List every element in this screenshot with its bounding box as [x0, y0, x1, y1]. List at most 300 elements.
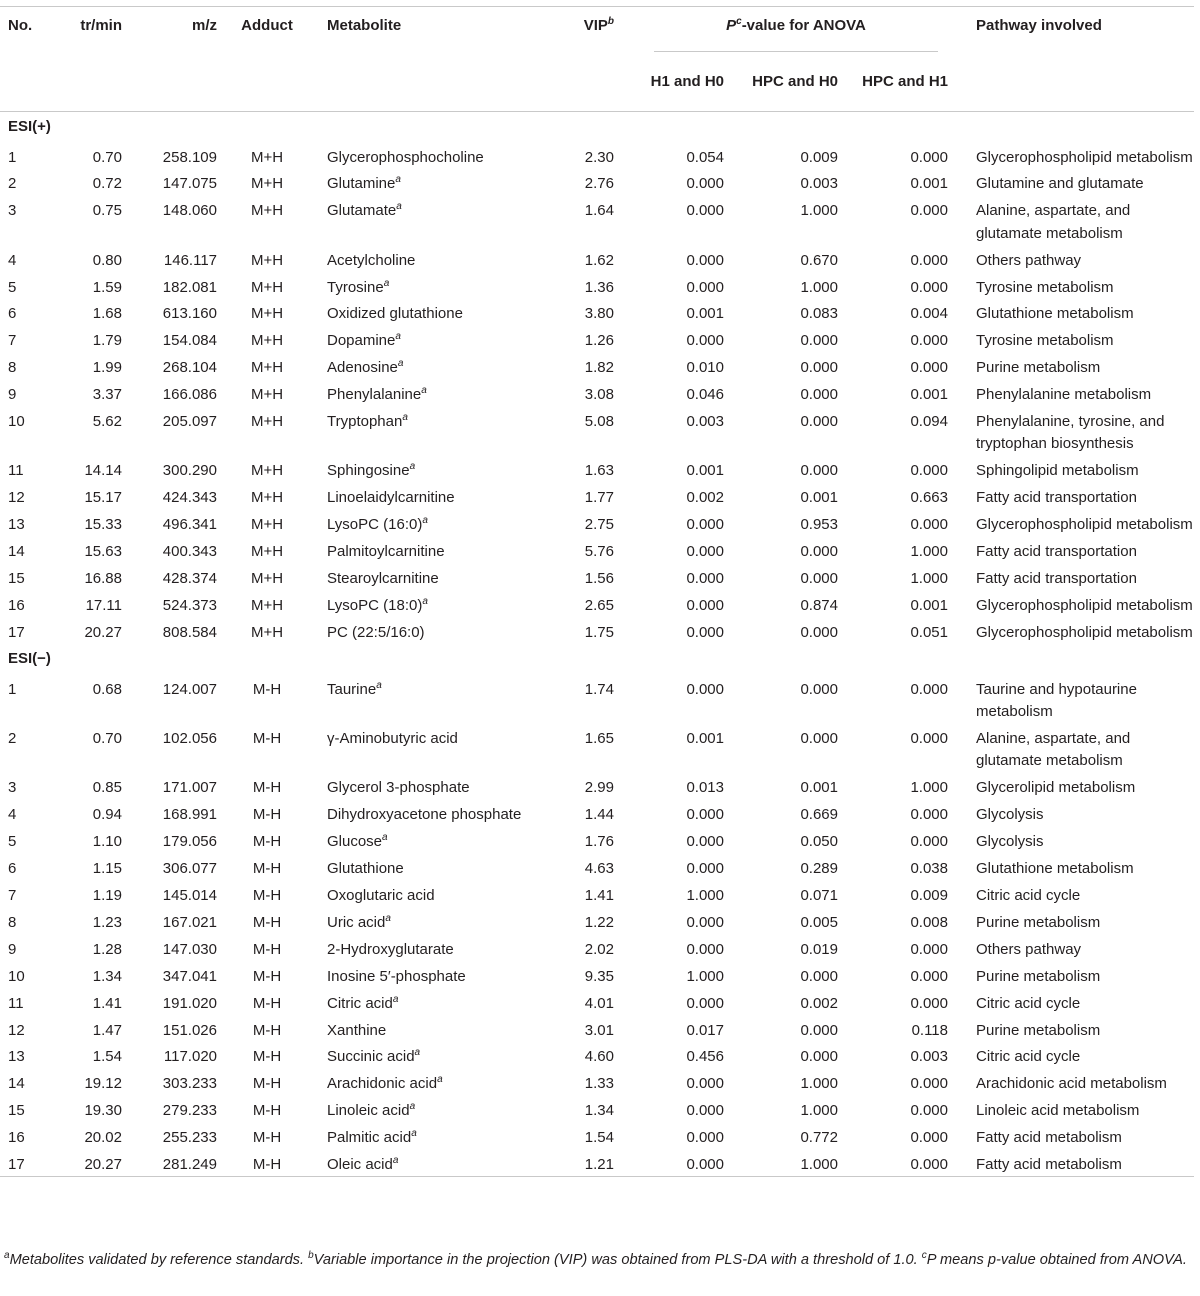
- cell-pathway: Citric acid cycle: [976, 1048, 1081, 1066]
- cell-adduct: M-H: [252, 1048, 282, 1066]
- cell-vip: 1.65: [584, 730, 614, 748]
- table-row: [0, 537, 1194, 564]
- cell-p-hpc-h0: 0.000: [800, 543, 838, 561]
- cell-p-hpc-h1: 0.118: [911, 1021, 948, 1039]
- cell-p-hpc-h0: 0.019: [800, 940, 838, 958]
- cell-metabolite: [317, 1042, 572, 1069]
- cell-metabolite: [317, 961, 572, 988]
- cell-tr: 1.10: [92, 833, 122, 851]
- metabolite-name: Xanthine: [327, 1021, 387, 1039]
- cell-no: 5: [8, 278, 17, 296]
- cell-p-hpc-h0: 0.000: [800, 1048, 838, 1066]
- cell-p-hpc-h1: 0.000: [910, 1102, 948, 1120]
- metabolite-sup: a: [409, 1101, 416, 1113]
- table-row: [0, 590, 1194, 617]
- header-p-hpc-h0: HPC and H0: [728, 59, 844, 112]
- cell-p-hpc-h1: 0.009: [910, 886, 948, 904]
- cell-mz: 400.343: [162, 543, 217, 561]
- cell-vip: 2.75: [584, 516, 614, 534]
- cell-pathway: Taurine and hypotaurine metabolism: [976, 680, 1137, 721]
- cell-p-hpc-h1: 0.663: [910, 489, 948, 507]
- cell-tr: 0.75: [92, 202, 122, 220]
- cell-tr: 1.99: [92, 359, 122, 377]
- cell-mz: 347.041: [162, 967, 217, 985]
- cell-tr: 0.70: [92, 148, 122, 166]
- cell-tr: 19.12: [84, 1075, 122, 1093]
- metabolite-name: Glycerol 3-phosphate: [327, 779, 470, 797]
- cell-p-hpc-h1: 0.000: [910, 516, 948, 534]
- cell-p-hpc-h1: 1.000: [910, 570, 948, 587]
- cell-no: 9: [8, 386, 17, 404]
- cell-metabolite: [317, 299, 572, 326]
- cell-tr: 0.68: [92, 680, 122, 698]
- cell-vip: 1.56: [584, 570, 614, 587]
- cell-adduct: M+H: [250, 570, 284, 587]
- cell-p-h1-h0: 0.000: [686, 1129, 724, 1147]
- cell-adduct: M+H: [250, 596, 284, 614]
- cell-tr: 1.59: [92, 278, 122, 296]
- cell-metabolite: [317, 988, 572, 1015]
- cell-tr: 5.62: [92, 413, 122, 431]
- table-row: [0, 456, 1194, 483]
- header-p-hpc-h1: HPC and H1: [844, 59, 962, 112]
- cell-mz: 191.020: [162, 994, 217, 1012]
- metabolite-name: Tryptophan: [327, 413, 403, 431]
- cell-pathway: Fatty acid transportation: [976, 570, 1137, 587]
- footnote-a-sup: a: [4, 1250, 10, 1262]
- cell-tr: 20.27: [84, 623, 122, 641]
- cell-p-hpc-h0: 0.670: [800, 251, 838, 269]
- cell-p-hpc-h0: 0.005: [800, 913, 838, 931]
- cell-vip: 1.33: [584, 1075, 614, 1093]
- footnote-c-sup: c: [921, 1250, 927, 1262]
- cell-p-h1-h0: 0.000: [686, 202, 724, 220]
- header-vip: [572, 7, 614, 112]
- cell-p-hpc-h0: 0.669: [800, 806, 838, 824]
- cell-adduct: M+H: [250, 305, 284, 323]
- cell-p-hpc-h1: 1.000: [910, 543, 948, 561]
- cell-p-hpc-h0: 0.000: [800, 413, 838, 431]
- cell-metabolite: [317, 564, 572, 591]
- table-row: [0, 934, 1194, 961]
- cell-mz: 300.290: [162, 462, 217, 480]
- section-row: [0, 644, 1194, 674]
- cell-p-hpc-h1: 0.051: [910, 623, 948, 641]
- metabolite-sup: a: [385, 912, 391, 924]
- cell-no: 10: [8, 967, 25, 985]
- cell-p-hpc-h1: 0.000: [910, 332, 948, 350]
- cell-pathway: Purine metabolism: [976, 359, 1101, 377]
- metabolite-sup: a: [421, 385, 427, 397]
- cell-p-hpc-h0: 1.000: [728, 1150, 844, 1177]
- cell-pathway: Citric acid cycle: [976, 994, 1081, 1012]
- cell-p-hpc-h1: 0.038: [910, 860, 948, 878]
- cell-metabolite: [317, 380, 572, 407]
- cell-p-h1-h0: 0.000: [686, 175, 724, 193]
- header-vip-label: VIP: [583, 17, 608, 34]
- table-row: [0, 564, 1194, 591]
- table-row: [0, 299, 1194, 326]
- cell-pathway: Glutathione metabolism: [976, 860, 1134, 878]
- cell-pathway: Glutathione metabolism: [976, 305, 1134, 323]
- cell-tr: 0.85: [92, 779, 122, 797]
- cell-tr: 1.19: [92, 886, 122, 904]
- cell-p-h1-h0: 0.000: [686, 1075, 724, 1093]
- table-row: [0, 407, 1194, 456]
- header-p-letter: P: [726, 17, 737, 34]
- metabolite-name: Citric acid: [327, 994, 393, 1012]
- cell-vip: 1.34: [584, 1102, 614, 1120]
- cell-p-hpc-h1: 1.000: [910, 779, 948, 797]
- cell-p-hpc-h0: 1.000: [800, 278, 838, 296]
- cell-tr: 1.34: [92, 967, 122, 985]
- cell-metabolite: [317, 800, 572, 827]
- cell-vip: 1.22: [584, 913, 614, 931]
- section-label: ESI(+): [8, 118, 51, 135]
- cell-pathway: Fatty acid metabolism: [976, 1129, 1122, 1147]
- cell-p-hpc-h0: 0.003: [800, 175, 838, 193]
- cell-pathway: Glutamine and glutamate: [976, 175, 1144, 193]
- cell-pathway: Purine metabolism: [976, 967, 1101, 985]
- cell-mz: 279.233: [162, 1102, 217, 1120]
- metabolite-name: LysoPC (16:0): [327, 516, 423, 534]
- cell-vip: 1.82: [584, 359, 614, 377]
- cell-metabolite: [317, 880, 572, 907]
- cell-no: 11: [8, 994, 24, 1012]
- metabolite-sup: a: [402, 412, 408, 424]
- cell-pathway: Fatty acid metabolism: [962, 1150, 1194, 1177]
- cell-p-hpc-h0: 0.001: [800, 489, 838, 507]
- table-row: [0, 1123, 1194, 1150]
- table-row: [0, 961, 1194, 988]
- cell-vip: 4.63: [584, 860, 614, 878]
- cell-adduct: M+H: [250, 489, 284, 507]
- metabolite-sup: a: [395, 174, 401, 186]
- header-tr: tr/min: [72, 7, 122, 112]
- cell-p-hpc-h1: 0.004: [910, 305, 948, 323]
- cell-no: 11: [8, 462, 24, 480]
- cell-p-hpc-h0: 0.000: [800, 623, 838, 641]
- metabolite-sup: a: [422, 515, 428, 527]
- cell-no: 17: [0, 1150, 72, 1177]
- cell-no: 13: [8, 1048, 25, 1066]
- cell-p-hpc-h0: 0.000: [800, 462, 838, 480]
- cell-no: 17: [8, 623, 25, 641]
- metabolite-name: Linoelaidylcarnitine: [327, 489, 455, 507]
- cell-adduct: M-H: [252, 833, 282, 851]
- cell-p-h1-h0: 0.000: [686, 278, 724, 296]
- cell-metabolite: [317, 456, 572, 483]
- cell-mz: 258.109: [162, 148, 217, 166]
- cell-p-h1-h0: 0.001: [686, 305, 724, 323]
- cell-pathway: Linoleic acid metabolism: [976, 1102, 1140, 1120]
- cell-vip: 1.74: [584, 680, 614, 698]
- footnote-a-text: Metabolites validated by reference standards.: [9, 1252, 309, 1268]
- cell-adduct: M-H: [252, 806, 282, 824]
- header-vip-sup: b: [607, 16, 614, 27]
- cell-p-h1-h0: 1.000: [686, 967, 724, 985]
- table-row: [0, 800, 1194, 827]
- cell-p-h1-h0: 0.001: [686, 462, 724, 480]
- metabolite-name: Dopamine: [327, 332, 396, 350]
- cell-no: 1: [8, 680, 17, 698]
- cell-p-h1-h0: 0.000: [686, 516, 724, 534]
- cell-p-hpc-h1: 0.000: [910, 202, 948, 220]
- metabolite-name: Uric acid: [327, 913, 386, 931]
- cell-vip: 5.08: [584, 413, 614, 431]
- cell-vip: 1.62: [584, 251, 614, 269]
- cell-p-hpc-h1: 0.000: [910, 462, 948, 480]
- cell-p-hpc-h1: 0.001: [910, 596, 948, 614]
- cell-adduct: M+H: [250, 413, 284, 431]
- table-row: [0, 380, 1194, 407]
- cell-p-hpc-h1: 0.000: [910, 1129, 948, 1147]
- header-p-h1-h0: H1 and H0: [614, 59, 728, 112]
- cell-p-h1-h0: 0.000: [686, 860, 724, 878]
- metabolite-sup: a: [395, 331, 401, 343]
- cell-p-hpc-h1: 0.003: [910, 1048, 948, 1066]
- cell-no: 14: [8, 543, 25, 561]
- cell-no: 2: [8, 730, 17, 748]
- cell-p-h1-h0: 0.000: [686, 596, 724, 614]
- cell-mz: 166.086: [162, 386, 217, 404]
- metabolite-name: Oxidized glutathione: [327, 305, 463, 323]
- cell-adduct: M-H: [252, 967, 282, 985]
- metabolite-name: Dihydroxyacetone phosphate: [327, 806, 522, 824]
- cell-no: 8: [8, 913, 17, 931]
- cell-adduct: M-H: [252, 1075, 282, 1093]
- cell-no: 4: [8, 806, 17, 824]
- table-row: [0, 510, 1194, 537]
- cell-tr: 1.23: [92, 913, 122, 931]
- cell-vip: 3.01: [584, 1021, 614, 1039]
- cell-vip: 2.02: [584, 940, 614, 958]
- cell-metabolite: [317, 196, 572, 245]
- table-row: [0, 988, 1194, 1015]
- cell-metabolite: [317, 934, 572, 961]
- metabolite-name: Phenylalanine: [327, 386, 422, 404]
- metabolite-name: Glutamine: [327, 175, 396, 193]
- cell-no: 15: [8, 1102, 25, 1120]
- cell-p-h1-h0: 0.054: [686, 148, 724, 166]
- cell-no: 13: [8, 516, 25, 534]
- footnote-b-text: Variable importance in the projection (VIP) was obtained from PLS-DA with a threshold of 1.0.: [313, 1252, 922, 1268]
- cell-pathway: Fatty acid transportation: [976, 543, 1137, 561]
- section-label: ESI(−): [8, 650, 51, 668]
- cell-no: 14: [8, 1075, 25, 1093]
- cell-mz: 145.014: [162, 886, 217, 904]
- cell-tr: 1.28: [92, 940, 122, 958]
- cell-mz: 428.374: [162, 570, 217, 587]
- cell-mz: 151.026: [162, 1021, 217, 1039]
- cell-pathway: Phenylalanine metabolism: [976, 386, 1152, 404]
- cell-no: 10: [8, 413, 25, 431]
- cell-vip: 2.65: [584, 596, 614, 614]
- cell-tr: 0.70: [92, 730, 122, 748]
- cell-adduct: M-H: [252, 779, 282, 797]
- cell-adduct: M+H: [250, 359, 284, 377]
- cell-mz: 613.160: [162, 305, 217, 323]
- cell-p-hpc-h0: 1.000: [800, 1102, 838, 1120]
- cell-tr: 16.88: [84, 570, 122, 587]
- cell-p-hpc-h1: 0.000: [910, 359, 948, 377]
- cell-metabolite: [317, 510, 572, 537]
- cell-p-hpc-h0: 0.000: [800, 570, 838, 587]
- cell-no: 5: [8, 833, 17, 851]
- metabolite-name: Glutamate: [327, 202, 397, 220]
- metabolite-sup: a: [437, 1074, 443, 1086]
- cell-p-h1-h0: 0.001: [686, 730, 724, 748]
- metabolite-name: Stearoylcarnitine: [327, 570, 439, 587]
- cell-no: 12: [8, 489, 25, 507]
- cell-no: 7: [8, 332, 17, 350]
- header-p-group-cell: [654, 15, 938, 52]
- cell-p-hpc-h0: 1.000: [800, 1075, 838, 1093]
- header-p-sup: c: [736, 16, 742, 27]
- cell-p-hpc-h1: 0.000: [910, 680, 948, 698]
- cell-adduct: M+H: [250, 175, 284, 193]
- cell-mz: 306.077: [162, 860, 217, 878]
- cell-vip: 1.75: [584, 623, 614, 641]
- cell-p-h1-h0: 0.000: [614, 1150, 728, 1177]
- table-row: [0, 142, 1194, 169]
- cell-mz: 117.020: [163, 1048, 217, 1066]
- cell-metabolite: [317, 169, 572, 196]
- cell-mz: 168.991: [162, 806, 217, 824]
- cell-p-hpc-h0: 0.000: [800, 332, 838, 350]
- cell-pathway: Glycerolipid metabolism: [976, 779, 1136, 797]
- table-row: [0, 272, 1194, 299]
- table-row: [0, 1096, 1194, 1123]
- cell-vip: 5.76: [584, 543, 614, 561]
- header-no: No.: [0, 7, 72, 112]
- cell-no: 3: [8, 202, 17, 220]
- cell-vip: 1.63: [584, 462, 614, 480]
- header-mz: m/z: [122, 7, 217, 112]
- footnote-c-text: P means p-value obtained from ANOVA.: [926, 1252, 1187, 1268]
- header-metabolite: Metabolite: [317, 7, 572, 112]
- cell-adduct: M+H: [250, 332, 284, 350]
- cell-p-hpc-h1: 0.000: [910, 148, 948, 166]
- table-row: [0, 326, 1194, 353]
- metabolite-name: γ-Aminobutyric acid: [327, 730, 458, 748]
- table-body: [0, 112, 1194, 1177]
- cell-tr: 1.47: [92, 1021, 122, 1039]
- header-adduct: Adduct: [217, 7, 317, 112]
- cell-tr: 0.72: [92, 175, 122, 193]
- cell-no: 12: [8, 1021, 25, 1039]
- cell-no: 6: [8, 860, 17, 878]
- table-row: [0, 724, 1194, 773]
- cell-vip: 9.35: [584, 967, 614, 985]
- cell-vip: 2.99: [584, 779, 614, 797]
- cell-p-hpc-h1: 0.000: [910, 251, 948, 269]
- cell-p-hpc-h1: 0.000: [910, 967, 948, 985]
- cell-p-h1-h0: 0.000: [686, 1102, 724, 1120]
- table-row: [0, 1015, 1194, 1042]
- cell-p-hpc-h0: 0.050: [800, 833, 838, 851]
- cell-vip: 1.21: [572, 1150, 614, 1177]
- cell-p-hpc-h0: 0.772: [800, 1129, 838, 1147]
- cell-metabolite: [317, 407, 572, 456]
- cell-no: 7: [8, 886, 17, 904]
- cell-metabolite: [317, 907, 572, 934]
- cell-p-hpc-h0: 0.953: [800, 516, 838, 534]
- cell-pathway: Glycerophospholipid metabolism: [976, 516, 1193, 534]
- cell-vip: 1.76: [584, 833, 614, 851]
- cell-p-hpc-h1: 0.000: [910, 833, 948, 851]
- table-row: [0, 353, 1194, 380]
- cell-p-h1-h0: 0.003: [686, 413, 724, 431]
- cell-adduct: M+H: [250, 516, 284, 534]
- metabolite-name: Oxoglutaric acid: [327, 886, 435, 904]
- cell-p-hpc-h1: 0.000: [910, 1075, 948, 1093]
- metabolite-name: Adenosine: [327, 359, 398, 377]
- cell-p-hpc-h0: 0.002: [800, 994, 838, 1012]
- cell-p-h1-h0: 0.000: [686, 680, 724, 698]
- metabolite-sup: a: [411, 1128, 417, 1140]
- metabolite-name: Glutathione: [327, 860, 404, 878]
- cell-adduct: M-H: [252, 913, 282, 931]
- cell-tr: 19.30: [84, 1102, 122, 1120]
- cell-pathway: Purine metabolism: [976, 1021, 1101, 1039]
- cell-p-hpc-h1: 0.000: [910, 730, 948, 748]
- cell-p-h1-h0: 0.000: [686, 332, 724, 350]
- cell-adduct: M+H: [250, 148, 284, 166]
- cell-mz: 147.030: [162, 940, 217, 958]
- cell-vip: 2.76: [584, 175, 614, 193]
- cell-metabolite: [317, 590, 572, 617]
- cell-p-h1-h0: 0.456: [686, 1048, 724, 1066]
- cell-p-h1-h0: 0.000: [686, 994, 724, 1012]
- cell-metabolite: [317, 1069, 572, 1096]
- cell-metabolite: [317, 1096, 572, 1123]
- cell-metabolite: [317, 827, 572, 854]
- cell-adduct: M-H: [252, 680, 282, 698]
- cell-metabolite: [317, 353, 572, 380]
- cell-tr: 15.17: [84, 489, 122, 507]
- cell-tr: 1.68: [92, 305, 122, 323]
- cell-tr: 15.33: [84, 516, 122, 534]
- cell-mz: 171.007: [162, 779, 217, 797]
- cell-vip: 3.08: [584, 386, 614, 404]
- cell-p-h1-h0: 0.013: [686, 779, 724, 797]
- cell-metabolite: [317, 854, 572, 881]
- cell-p-h1-h0: 0.000: [686, 251, 724, 269]
- cell-p-h1-h0: 1.000: [686, 886, 724, 904]
- cell-mz: 524.373: [162, 596, 217, 614]
- cell-mz: 146.117: [163, 251, 217, 269]
- cell-p-hpc-h1: 0.000: [910, 806, 948, 824]
- cell-p-hpc-h1: 0.000: [910, 278, 948, 296]
- cell-p-hpc-h1: 0.001: [910, 175, 948, 193]
- cell-pathway: Sphingolipid metabolism: [976, 462, 1139, 480]
- table-row: [0, 169, 1194, 196]
- metabolite-sup: a: [397, 358, 404, 370]
- metabolite-name: Oleic acid: [327, 1156, 393, 1174]
- cell-adduct: M+H: [250, 386, 284, 404]
- cell-tr: 20.27: [72, 1150, 122, 1177]
- metabolite-name: 2-Hydroxyglutarate: [327, 940, 454, 958]
- cell-p-h1-h0: 0.000: [686, 623, 724, 641]
- cell-tr: 17.11: [85, 596, 122, 614]
- cell-metabolite: [317, 674, 572, 723]
- cell-adduct: M+H: [250, 623, 284, 641]
- metabolite-sup: a: [409, 461, 416, 473]
- metabolite-sup: a: [422, 595, 428, 607]
- cell-vip: 3.80: [584, 305, 614, 323]
- cell-no: 6: [8, 305, 17, 323]
